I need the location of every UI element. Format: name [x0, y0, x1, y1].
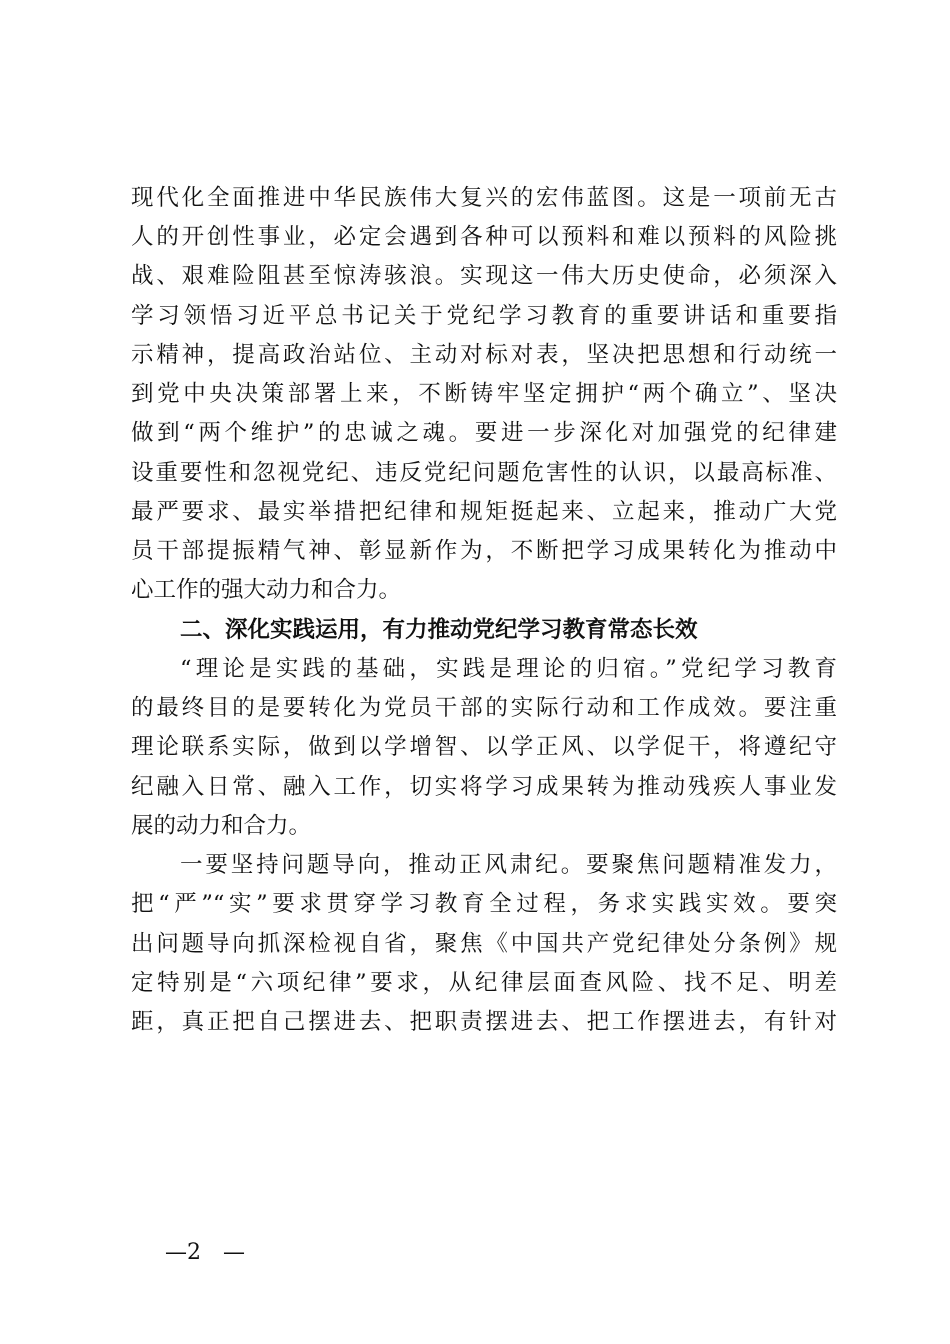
- paragraph-line: 一要坚持问题导向，推动正风肃纪。要聚焦问题精准发力，: [180, 852, 837, 878]
- paragraph-line: 人的开创性事业，必定会遇到各种可以预料和难以预料的风险挑: [131, 224, 837, 250]
- paragraph-line: 心工作的强大动力和合力。: [131, 577, 402, 603]
- paragraph-line: 把“严”“实”要求贯穿学习教育全过程，务求实践实效。要突: [131, 891, 837, 917]
- paragraph-line: 学习领悟习近平总书记关于党纪学习教育的重要讲话和重要指: [131, 303, 837, 329]
- paragraph-line: 员干部提振精气神、彰显新作为，不断把学习成果转化为推动中: [131, 538, 837, 564]
- paragraph-line: 设重要性和忽视党纪、违反党纪问题危害性的认识，以最高标准、: [131, 460, 837, 486]
- paragraph-line: 展的动力和合力。: [131, 813, 312, 839]
- paragraph-line: 纪融入日常、融入工作，切实将学习成果转为推动残疾人事业发: [131, 774, 837, 800]
- paragraph-line: 到党中央决策部署上来，不断铸牢坚定拥护“两个确立”、坚决: [131, 381, 837, 407]
- paragraph-line: 现代化全面推进中华民族伟大复兴的宏伟蓝图。这是一项前无古: [131, 185, 837, 211]
- paragraph-line: 定特别是“六项纪律”要求，从纪律层面查风险、找不足、明差: [131, 970, 837, 996]
- paragraph-line: 的最终目的是要转化为党员干部的实际行动和工作成效。要注重: [131, 695, 837, 721]
- paragraph-line: 战、艰难险阻甚至惊涛骇浪。实现这一伟大历史使命，必须深入: [131, 263, 837, 289]
- paragraph-line: “理论是实践的基础，实践是理论的归宿。”党纪学习教育: [180, 656, 837, 682]
- section-heading: 二、深化实践运用，有力推动党纪学习教育常态长效: [180, 617, 698, 643]
- paragraph-line: 示精神，提高政治站位、主动对标对表，坚决把思想和行动统一: [131, 342, 837, 368]
- paragraph-line: 理论联系实际，做到以学增智、以学正风、以学促干，将遵纪守: [131, 734, 837, 760]
- paragraph-line: 出问题导向抓深检视自省，聚焦《中国共产党纪律处分条例》规: [131, 931, 837, 957]
- paragraph-line: 最严要求、最实举措把纪律和规矩挺起来、立起来，推动广大党: [131, 499, 837, 525]
- paragraph-line: 距，真正把自己摆进去、把职责摆进去、把工作摆进去，有针对: [131, 1009, 837, 1035]
- paragraph-line: 做到“两个维护”的忠诚之魂。要进一步深化对加强党的纪律建: [131, 420, 837, 446]
- page-number: —2 —: [165, 1240, 245, 1265]
